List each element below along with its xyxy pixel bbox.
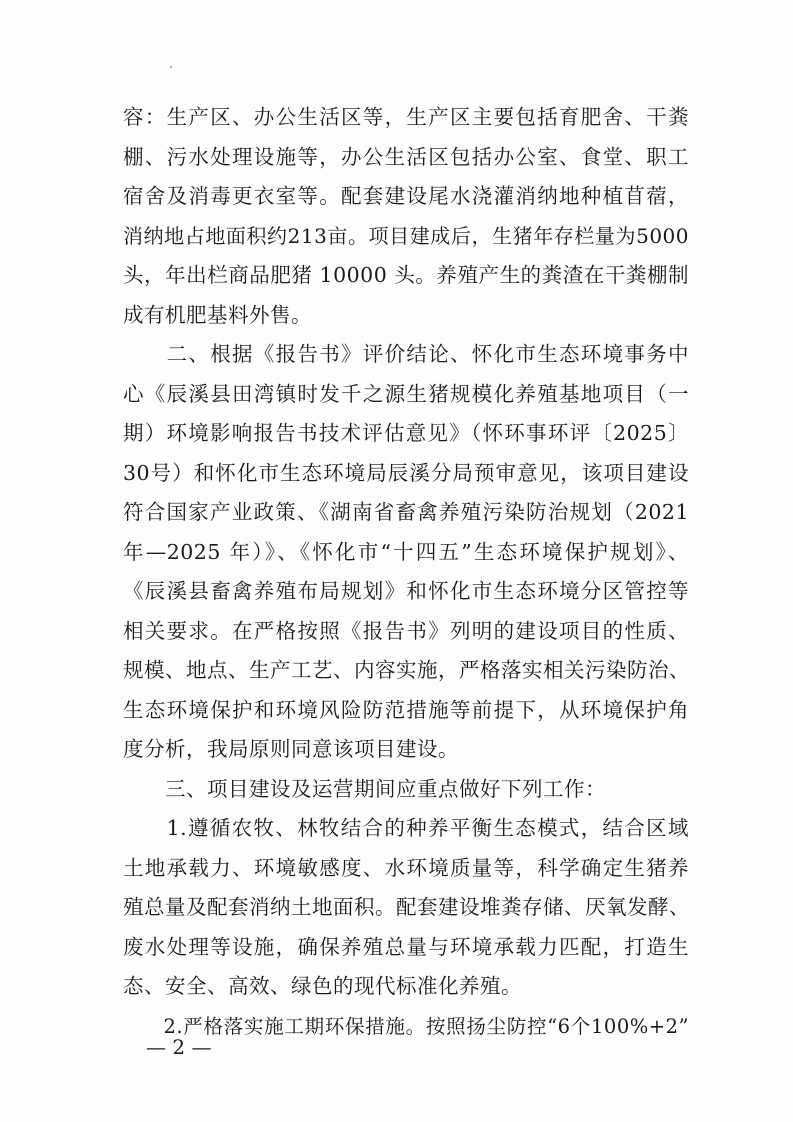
text-line: 容：生产区、办公生活区等，生产区主要包括育肥舍、干粪 [123,105,689,129]
text-line: 殖总量及配套消纳土地面积。配套建设堆粪存储、厌氧发酵、 [123,895,690,919]
text-line: 年—2025 年）》、《怀化市“十四五”生态环境保护规划》、 [123,539,689,564]
text-line: 二、根据《报告书》评价结论、怀化市生态环境事务中 [123,342,689,366]
page-number: — 2 — [146,1035,212,1059]
text-line: 三、项目建设及运营期间应重点做好下列工作： [123,776,606,801]
scan-dot [170,66,172,68]
text-line: 成有机肥基料外售。 [123,302,312,327]
text-line: 废水处理等设施，确保养殖总量与环境承载力匹配，打造生 [123,934,689,959]
text-line: 规模、地点、生产工艺、内容实施，严格落实相关污染防治、 [123,658,690,682]
text-line: 期）环境影响报告书技术评估意见》（怀环事环评〔2025〕 [123,421,689,445]
text-line: 1.遵循农牧、林牧结合的种养平衡生态模式，结合区域 [123,816,689,840]
text-line: 心《辰溪县田湾镇时发千之源生猪规模化养殖基地项目（一 [123,381,689,406]
text-line: 相关要求。在严格按照《报告书》列明的建设项目的性质、 [123,618,689,643]
text-line: 头，年出栏商品肥猪 10000 头。养殖产生的粪渣在干粪棚制 [123,263,689,287]
text-line: 度分析，我局原则同意该项目建设。 [123,737,459,761]
text-line: 30号）和怀化市生态环境局辰溪分局预审意见，该项目建设 [123,460,689,485]
text-line: 2.严格落实施工期环保措施。按照扬尘防控“6个100%+2” [123,1014,689,1038]
text-line: 消纳地占地面积约213亩。项目建成后，生猪年存栏量为5000 [123,223,689,248]
document-body [123,98,689,1046]
text-line: 宿舍及消毒更衣室等。配套建设尾水浇灌消纳地种植苜蓿， [123,184,689,208]
text-line: 棚、污水处理设施等，办公生活区包括办公室、食堂、职工 [123,144,689,169]
text-line: 土地承载力、环境敏感度、水环境质量等，科学确定生猪养 [123,855,689,880]
text-line: 态、安全、高效、绿色的现代标准化养殖。 [123,974,522,998]
text-line: 生态环境保护和环境风险防范措施等前提下，从环境保护角 [123,697,689,722]
text-line: 《辰溪县畜禽养殖布局规划》和怀化市生态环境分区管控等 [123,579,689,603]
text-line: 符合国家产业政策、《湖南省畜禽养殖污染防治规划（2021 [123,500,689,524]
